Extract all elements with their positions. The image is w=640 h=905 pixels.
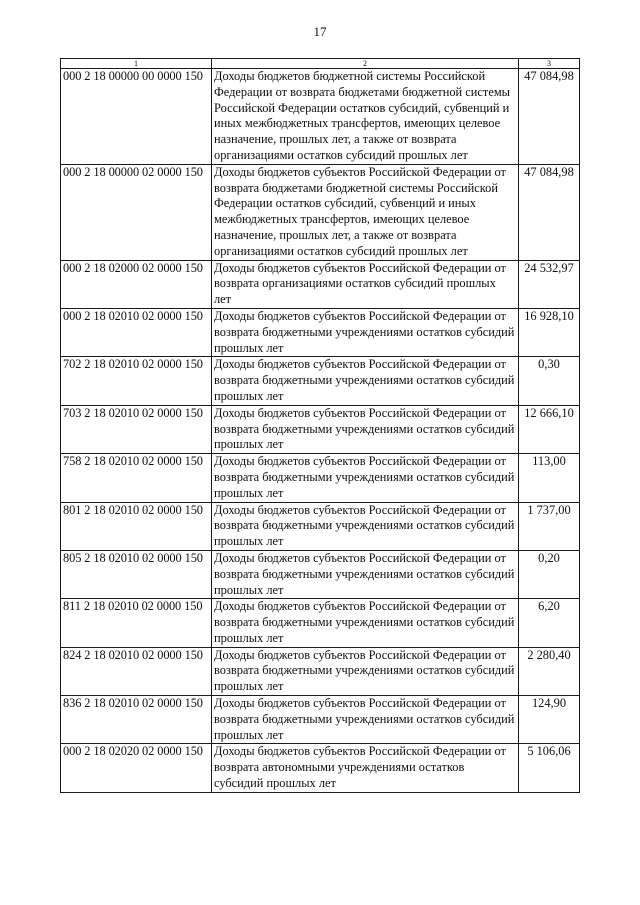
row-code: 702 2 18 02010 02 0000 150 (61, 357, 212, 405)
row-amount: 24 532,97 (519, 260, 580, 308)
table-row (61, 405, 580, 453)
table-row (61, 260, 580, 308)
row-code: 000 2 18 02020 02 0000 150 (61, 744, 212, 792)
row-amount: 113,00 (519, 454, 580, 502)
table-row (61, 744, 580, 792)
row-code: 703 2 18 02010 02 0000 150 (61, 405, 212, 453)
row-amount: 6,20 (519, 599, 580, 647)
row-amount: 12 666,10 (519, 405, 580, 453)
row-name: Доходы бюджетов субъектов Российской Федерации от возврата бюджетными учреждениями остатков субсидий прошлых лет (212, 405, 519, 453)
row-amount: 2 280,40 (519, 647, 580, 695)
budget-revenue-table (60, 58, 580, 793)
row-code: 000 2 18 00000 00 0000 150 (61, 69, 212, 165)
table-header-row (61, 59, 580, 69)
table-row (61, 599, 580, 647)
row-amount: 124,90 (519, 696, 580, 744)
row-name: Доходы бюджетов субъектов Российской Федерации от возврата бюджетами бюджетной системы Российской Федерации остатков субсидий, субвенций и иных межбюджетных трансфертов, имеющих целевое назначение, прошлых лет, а также от возврата организациями остатков субсидий прошлых лет (212, 164, 519, 260)
row-amount: 0,20 (519, 550, 580, 598)
row-amount: 47 084,98 (519, 69, 580, 165)
row-name: Доходы бюджетов субъектов Российской Федерации от возврата бюджетными учреждениями остатков субсидий прошлых лет (212, 550, 519, 598)
table-row (61, 696, 580, 744)
row-code: 824 2 18 02010 02 0000 150 (61, 647, 212, 695)
table-row (61, 647, 580, 695)
row-amount: 5 106,06 (519, 744, 580, 792)
row-name: Доходы бюджетов субъектов Российской Федерации от возврата бюджетными учреждениями остатков субсидий прошлых лет (212, 599, 519, 647)
row-code: 811 2 18 02010 02 0000 150 (61, 599, 212, 647)
row-code: 758 2 18 02010 02 0000 150 (61, 454, 212, 502)
row-code: 805 2 18 02010 02 0000 150 (61, 550, 212, 598)
column-header-name: 2 (212, 59, 519, 69)
row-code: 000 2 18 02000 02 0000 150 (61, 260, 212, 308)
row-name: Доходы бюджетов субъектов Российской Федерации от возврата бюджетными учреждениями остатков субсидий прошлых лет (212, 454, 519, 502)
row-name: Доходы бюджетов субъектов Российской Федерации от возврата автономными учреждениями остатков субсидий прошлых лет (212, 744, 519, 792)
table-row (61, 308, 580, 356)
table-row (61, 164, 580, 260)
row-amount: 1 737,00 (519, 502, 580, 550)
row-name: Доходы бюджетов субъектов Российской Федерации от возврата бюджетными учреждениями остатков субсидий прошлых лет (212, 696, 519, 744)
table-row (61, 502, 580, 550)
row-code: 801 2 18 02010 02 0000 150 (61, 502, 212, 550)
table-row (61, 69, 580, 165)
row-name: Доходы бюджетов субъектов Российской Федерации от возврата бюджетными учреждениями остатков субсидий прошлых лет (212, 502, 519, 550)
row-amount: 47 084,98 (519, 164, 580, 260)
row-code: 000 2 18 00000 02 0000 150 (61, 164, 212, 260)
column-header-code: 1 (61, 59, 212, 69)
page-number: 17 (313, 24, 327, 39)
row-code: 000 2 18 02010 02 0000 150 (61, 308, 212, 356)
table-row (61, 357, 580, 405)
row-code: 836 2 18 02010 02 0000 150 (61, 696, 212, 744)
row-name: Доходы бюджетов субъектов Российской Федерации от возврата бюджетными учреждениями остатков субсидий прошлых лет (212, 647, 519, 695)
row-name: Доходы бюджетов субъектов Российской Федерации от возврата бюджетными учреждениями остатков субсидий прошлых лет (212, 357, 519, 405)
row-name: Доходы бюджетов субъектов Российской Федерации от возврата организациями остатков субсидий прошлых лет (212, 260, 519, 308)
table-row (61, 454, 580, 502)
row-name: Доходы бюджетов субъектов Российской Федерации от возврата бюджетными учреждениями остатков субсидий прошлых лет (212, 308, 519, 356)
row-amount: 0,30 (519, 357, 580, 405)
column-header-amount: 3 (519, 59, 580, 69)
row-name: Доходы бюджетов бюджетной системы Российской Федерации от возврата бюджетами бюджетной системы Российской Федерации остатков субсидий, субвенций и иных межбюджетных трансфертов, имеющих целевое назначение, прошлых лет, а также от возврата организациями остатков субсидий прошлых лет (212, 69, 519, 165)
table-row (61, 550, 580, 598)
row-amount: 16 928,10 (519, 308, 580, 356)
